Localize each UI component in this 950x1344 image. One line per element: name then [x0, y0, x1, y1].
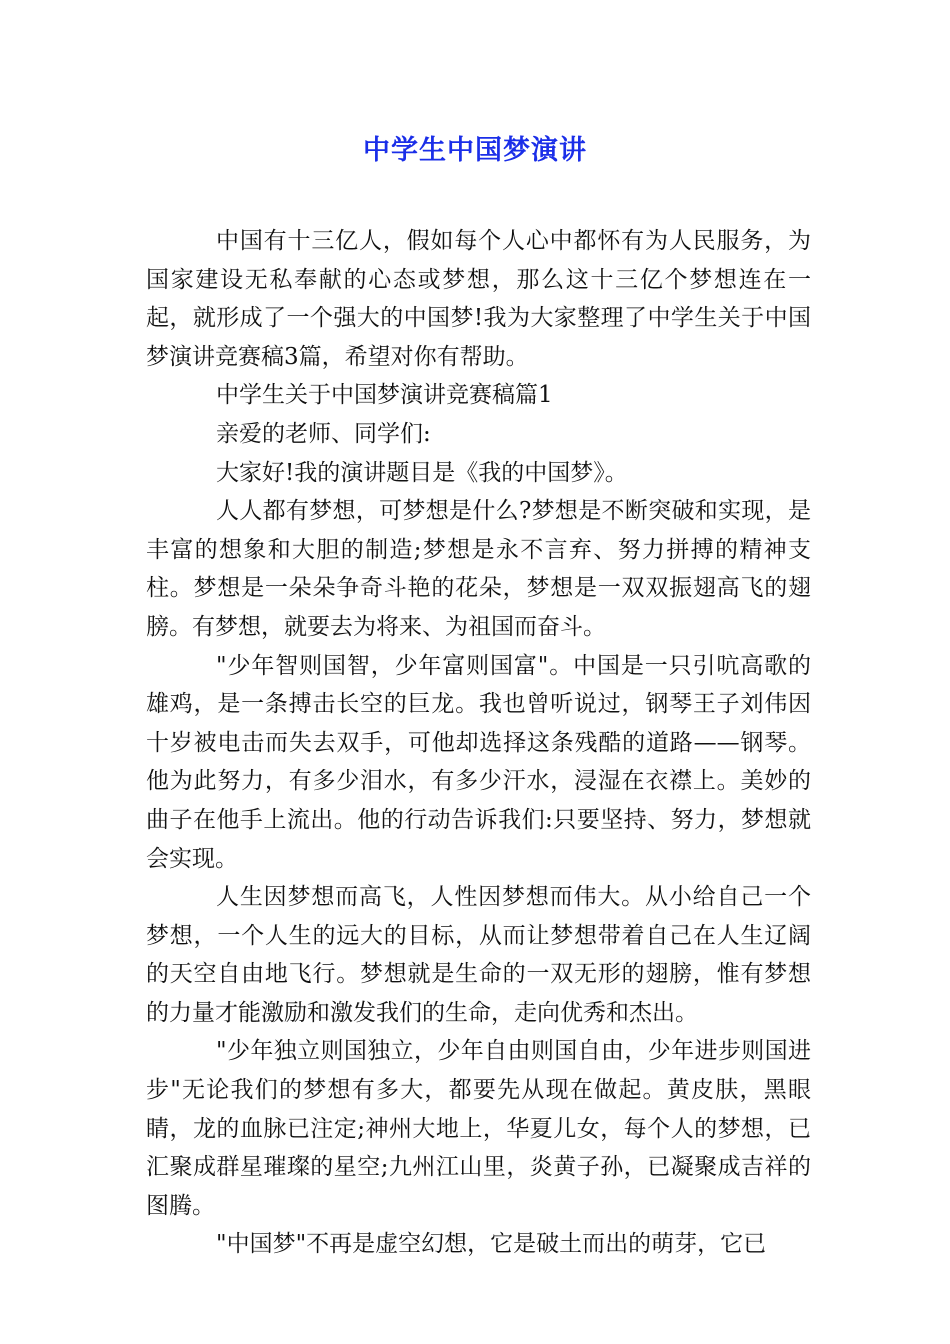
paragraph-greeting: 大家好!我的演讲题目是《我的中国梦》。: [216, 459, 628, 486]
paragraph-body: "少年智则国智，少年富则国富"。中国是一只引吭高歌的雄鸡，是一条搏击长空的巨龙。我也曾听说过，钢琴王子刘伟因十岁被电击而失去双手，可他却选择这条残酷的道路——钢琴。他为此努力，有多少泪水，有多少汗水，浸湿在衣襟上。美妙的曲子在他手上流出。他的行动告诉我们:只要坚持、努力，梦想就会实现。: [146, 652, 811, 872]
paragraph-section-heading: 中学生关于中国梦演讲竞赛稿篇1: [216, 382, 553, 409]
document-title: 中学生中国梦演讲: [363, 135, 587, 166]
paragraph-salutation: 亲爱的老师、同学们:: [216, 420, 431, 447]
document-body: [146, 222, 811, 1264]
paragraph-intro: 中国有十三亿人，假如每个人心中都怀有为人民服务，为国家建设无私奉献的心态或梦想，那么这十三亿个梦想连在一起，就形成了一个强大的中国梦!我为大家整理了中学生关于中国梦演讲竞赛稿3篇，希望对你有帮助。: [146, 228, 811, 370]
paragraph-body: "中国梦"不再是虚空幻想，它是破土而出的萌芽，它已: [216, 1231, 767, 1258]
paragraph-body: "少年独立则国独立，少年自由则国自由，少年进步则国进步"无论我们的梦想有多大，都要先从现在做起。黄皮肤，黑眼睛，龙的血脉已注定;神州大地上，华夏儿女，每个人的梦想，已汇聚成群星璀璨的星空;九州江山里，炎黄子孙，已凝聚成吉祥的图腾。: [146, 1038, 811, 1219]
paragraph-body: 人人都有梦想，可梦想是什么?梦想是不断突破和实现，是丰富的想象和大胆的制造;梦想是永不言弃、努力拼搏的精神支柱。梦想是一朵朵争奇斗艳的花朵，梦想是一双双振翅高飞的翅膀。有梦想，就要去为将来、为祖国而奋斗。: [146, 498, 811, 640]
paragraph-body: 人生因梦想而高飞，人性因梦想而伟大。从小给自己一个梦想，一个人生的远大的目标，从而让梦想带着自己在人生辽阔的天空自由地飞行。梦想就是生命的一双无形的翅膀，惟有梦想的力量才能激励和激发我们的生命，走向优秀和杰出。: [146, 884, 811, 1026]
